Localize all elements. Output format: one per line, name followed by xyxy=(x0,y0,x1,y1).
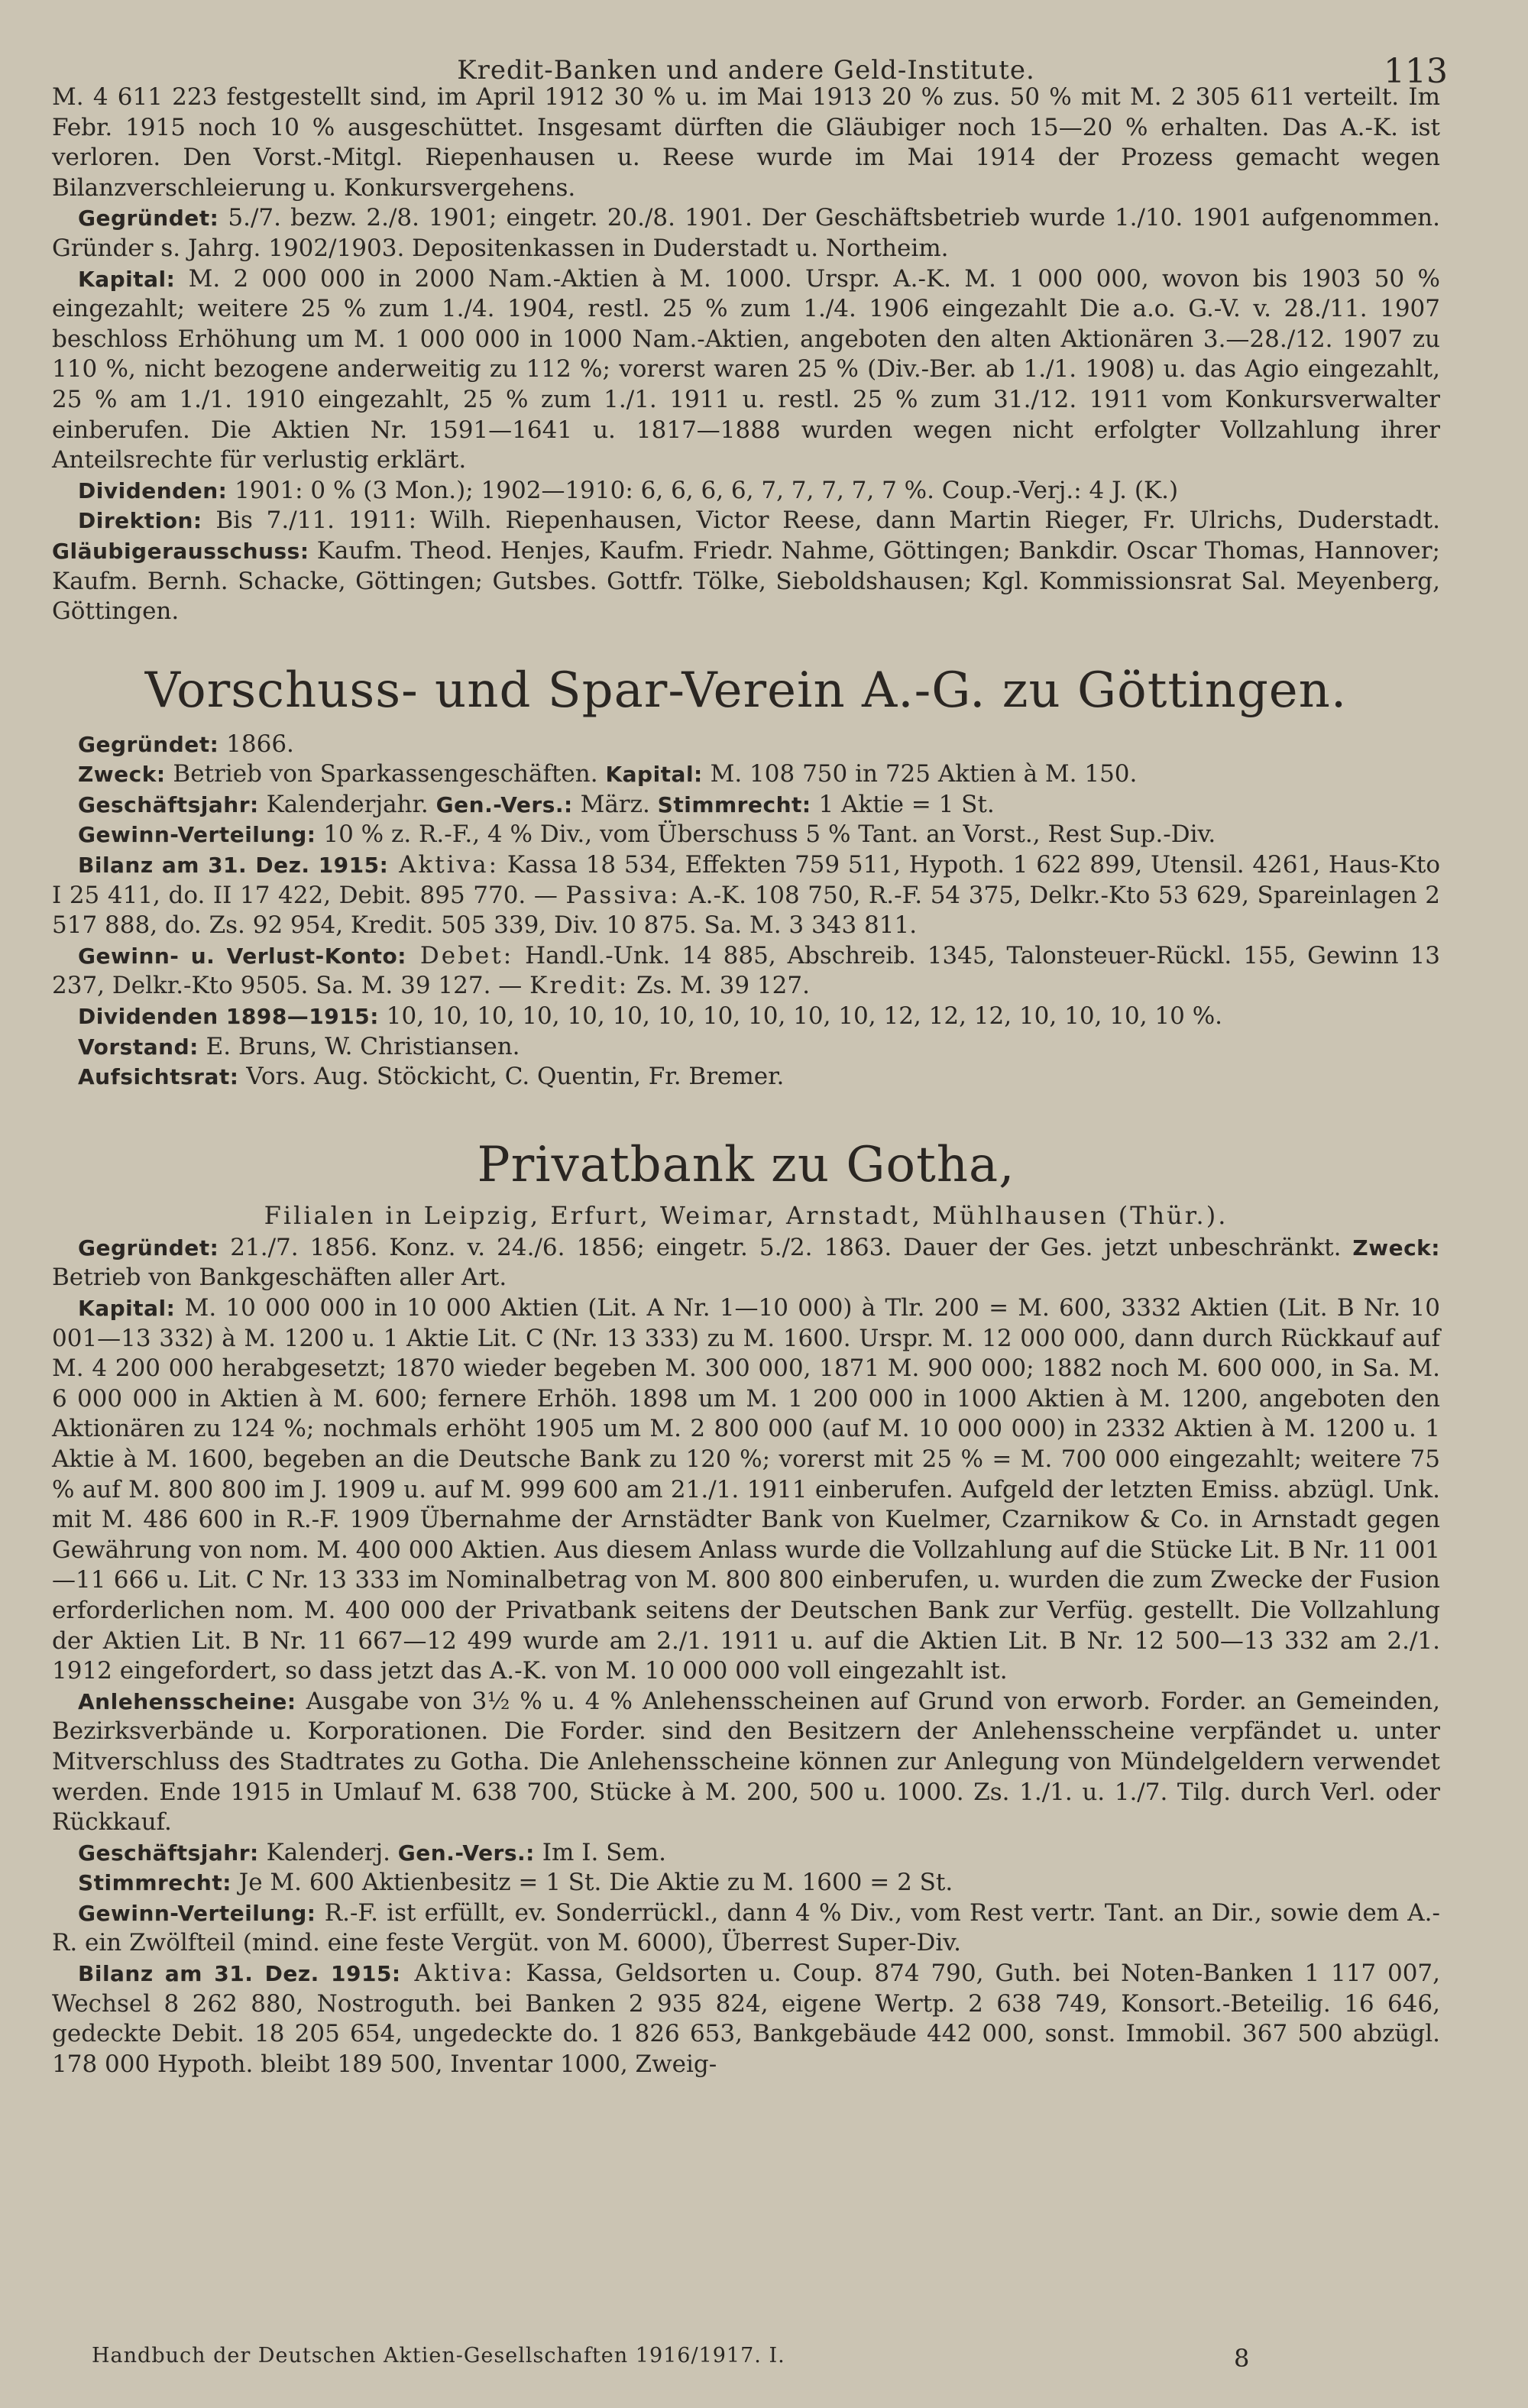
vorschuss-aufsicht-label: Aufsichtsrat: xyxy=(78,1064,239,1090)
gegruendet-paragraph xyxy=(52,203,1440,264)
vorschuss-zweck xyxy=(52,759,1440,790)
vorschuss-vorstand-label: Vorstand: xyxy=(78,1034,199,1060)
direktion-paragraph xyxy=(52,506,1440,626)
privatbank-stimm-text: Je M. 600 Aktienbesitz = 1 St. Die Aktie zu M. 1600 = 2 St. xyxy=(231,1869,953,1897)
privatbank-gv-text: Im I. Sem. xyxy=(534,1838,667,1866)
privatbank-gegruendet-text: 21./7. 1856. Konz. v. 24./6. 1856; eingetr. 5./2. 1863. Dauer der Ges. jetzt unbeschränkt. xyxy=(219,1233,1353,1261)
vorschuss-gv-label: Gen.-Vers.: xyxy=(435,791,573,817)
vorschuss-passiva-text: A.-K. 108 750, R.-F. 54 375, Delkr.-Kto 53 629, Spareinlagen 2 517 888, do. Zs. 92 954, Kredit. 505 339, Div. 10 875. Sa. M. 3 343 811. xyxy=(52,881,1440,940)
vorschuss-kredit-label: Kredit: xyxy=(529,972,630,1000)
vorschuss-gewinn-text: 10 % z. R.-F., 4 % Div., vom Überschuss 5 % Tant. an Vorst., Rest Sup.-Div. xyxy=(316,820,1216,849)
kapital-label: Kapital: xyxy=(78,266,176,292)
privatbank-subtitle: Filialen in Leipzig, Erfurt, Weimar, Arnstadt, Mühlhausen (Thür.). xyxy=(264,1200,1229,1230)
vorschuss-aufsichtsrat xyxy=(52,1062,1440,1092)
vorschuss-dividenden xyxy=(52,1002,1440,1032)
privatbank-kapital-label: Kapital: xyxy=(78,1296,176,1321)
vorschuss-zweck-text: Betrieb von Sparkassengeschäften. xyxy=(165,760,606,788)
vorschuss-gv-text: März. xyxy=(572,790,658,818)
direktion-text: Bis 7./11. 1911: Wilh. Riepenhausen, Victor Reese, dann Martin Rieger, Fr. Ulrichs, Duderstadt. xyxy=(202,507,1440,535)
vorschuss-gegruendet-text: 1866. xyxy=(219,730,294,758)
vorschuss-bilanz xyxy=(52,850,1440,941)
privatbank-aktiva-label: Aktiva: xyxy=(400,1960,515,1988)
privatbank-anlehensscheine xyxy=(52,1687,1440,1838)
privatbank-gv-label: Gen.-Vers.: xyxy=(397,1840,535,1866)
vorschuss-debet-text: Handl.-Unk. 14 885, Abschreib. 1345, Talonsteuer-Rückl. 155, Gewinn 13 237, Delkr.-Kto 9505. Sa. M. 39 127. — xyxy=(52,941,1440,1000)
vorschuss-div-label: Dividenden 1898—1915: xyxy=(78,1004,379,1030)
privatbank-zweck-label: Zweck: xyxy=(1352,1235,1440,1261)
vorschuss-aktiva-text: Kassa 18 534, Effekten 759 511, Hypoth. 1 622 899, Utensil. 4261, Haus-Kto I 25 411, do. II 17 422, Debit. 895 770. — xyxy=(52,851,1440,909)
gegruendet-label: Gegründet: xyxy=(78,206,219,231)
privatbank-gegruendet-label: Gegründet: xyxy=(78,1235,219,1261)
vorschuss-stimm-label: Stimmrecht: xyxy=(657,791,811,817)
vorschuss-entry xyxy=(52,730,1440,1092)
vorschuss-guv xyxy=(52,941,1440,1002)
vorschuss-aufsicht-text: Vors. Aug. Stöckicht, C. Quentin, Fr. Bremer. xyxy=(238,1063,785,1091)
privatbank-anleihe-text: Ausgabe von 3½ % u. 4 % Anlehensscheinen auf Grund von erworb. Forder. an Gemeinden, Bezirksverbände u. Korporationen. Die Forder. sind den Besitzern der Anlehensscheine verpfändet u. unter Mitverschluss des Stadtrates zu Gotha. Die Anlehensscheine können zur Anlegung von Mündelgeldern verwendet werden. Ende 1915 in Umlauf M. 638 700, Stücke à M. 200, 500 u. 1000. Zs. 1./1. u. 1./7. Tilg. durch Verl. oder Rückkauf. xyxy=(52,1687,1440,1837)
privatbank-entry xyxy=(52,1233,1440,2080)
kapital-text: M. 2 000 000 in 2000 Nam.-Aktien à M. 1000. Urspr. A.-K. M. 1 000 000, wovon bis 1903 50 % eingezahlt; weitere 25 % zum 1./4. 1904, restl. 25 % zum 1./4. 1906 eingezahlt Die a.o. G.-V. v. 28./11. 1907 beschloss Erhöhung um M. 1 000 000 in 1000 Nam.-Aktien, angeboten den alten Aktionären 3.—28./12. 1907 zu 110 %, nicht bezogene anderweitig zu 112 %; vorerst waren 25 % (Div.-Ber. ab 1./1. 1908) u. das Agio eingezahlt, 25 % am 1./1. 1910 eingezahlt, 25 % zum 1./1. 1911 u. restl. 25 % zum 31./12. 1911 vom Konkursverwalter einberufen. Die Aktien Nr. 1591—1641 u. 1817—1888 wurden wegen nicht erfolgter Vollzahlung ihrer Anteilsrechte für verlustig erklärt. xyxy=(52,264,1440,474)
privatbank-gewinn-text: R.-F. ist erfüllt, ev. Sonderrückl., dann 4 % Div., vom Rest vertr. Tant. an Dir., sowie dem A.-R. ein Zwölfteil (mind. eine feste Vergüt. von M. 6000), Überrest Super-Div. xyxy=(52,1898,1440,1957)
privatbank-title: Privatbank zu Gotha, xyxy=(477,1136,1015,1193)
vorschuss-passiva-label: Passiva: xyxy=(565,881,681,909)
direktion-label: Direktion: xyxy=(78,508,202,534)
glaeubiger-label: Gläubigerausschuss: xyxy=(52,538,309,564)
vorschuss-guv-label: Gewinn- u. Verlust-Konto: xyxy=(78,943,406,969)
vorschuss-debet-label: Debet: xyxy=(406,941,514,969)
continued-entry xyxy=(52,83,1440,627)
privatbank-bilanz-text: Kassa, Geldsorten u. Coup. 874 790, Guth. bei Noten-Banken 1 117 007, Wechsel 8 262 880, Nostroguth. bei Banken 2 935 824, eigene Wertp. 2 638 749, Konsort.-Beteilig. 16 646, gedeckte Debit. 18 205 654, ungedeckte do. 1 826 653, Bankgebäude 442 000, sonst. Immobil. 367 500 abzügl. 178 000 Hypoth. bleibt 189 500, Inventar 1000, Zweig- xyxy=(52,1960,1440,2078)
signature-mark: 8 xyxy=(1234,2344,1250,2373)
privatbank-kapital xyxy=(52,1293,1440,1687)
kapital-paragraph xyxy=(52,264,1440,476)
privatbank-geschaeftsjahr xyxy=(52,1838,1440,1869)
vorschuss-gj-label: Geschäftsjahr: xyxy=(78,791,259,817)
gegruendet-text: 5./7. bezw. 2./8. 1901; eingetr. 20./8. 1901. Der Geschäftsbetrieb wurde 1./10. 1901 aufgenommen. Gründer s. Jahrg. 1902/1903. Depositenkassen in Duderstadt u. Northeim. xyxy=(52,204,1440,262)
vorschuss-geschaeftsjahr xyxy=(52,790,1440,820)
vorschuss-gewinn-label: Gewinn-Verteilung: xyxy=(78,822,316,848)
vorschuss-kapital-label: Kapital: xyxy=(605,762,703,788)
privatbank-anleihe-label: Anlehensscheine: xyxy=(78,1688,296,1714)
privatbank-gj-text: Kalenderj. xyxy=(258,1838,398,1866)
privatbank-bilanz xyxy=(52,1959,1440,2079)
vorschuss-vorstand-text: E. Bruns, W. Christiansen. xyxy=(198,1032,520,1060)
vorschuss-gewinnverteilung xyxy=(52,820,1440,850)
vorschuss-gj-text: Kalenderjahr. xyxy=(258,790,436,818)
privatbank-gewinnverteilung xyxy=(52,1898,1440,1959)
privatbank-gegruendet xyxy=(52,1233,1440,1293)
page-header xyxy=(52,37,1448,91)
vorschuss-stimm-text: 1 Aktie = 1 St. xyxy=(811,790,995,818)
glaeubiger-text: Kaufm. Theod. Henjes, Kaufm. Friedr. Nahme, Göttingen; Bankdir. Oscar Thomas, Hannover; Kaufm. Bernh. Schacke, Göttingen; Gutsbes. Gottfr. Tölke, Sieboldshausen; Kgl. Kommissionsrat Sal. Meyenberg, Göttingen. xyxy=(52,536,1440,626)
privatbank-bilanz-label: Bilanz am 31. Dez. 1915: xyxy=(78,1961,401,1987)
privatbank-stimmrecht xyxy=(52,1868,1440,1898)
vorschuss-gegruendet-label: Gegründet: xyxy=(78,731,219,757)
vorschuss-div-text: 10, 10, 10, 10, 10, 10, 10, 10, 10, 10, 10, 12, 12, 12, 10, 10, 10, 10 %. xyxy=(378,1002,1223,1031)
page-number: 113 xyxy=(1384,52,1448,91)
privatbank-zweck-text: Betrieb von Bankgeschäften aller Art. xyxy=(52,1264,507,1292)
continuation-paragraph: M. 4 611 223 festgestellt sind, im April 1912 30 % u. im Mai 1913 20 % zus. 50 % mit M. 2 305 611 verteilt. Im Febr. 1915 noch 10 % ausgeschüttet. Insgesamt dürften die Gläubiger noch 15—20 % erhalten. Das A.-K. ist verloren. Den Vorst.-Mitgl. Riepenhausen u. Reese wurde im Mai 1914 der Prozess gemacht wegen Bilanzverschleierung u. Konkursvergehens. xyxy=(52,83,1440,202)
dividenden-paragraph xyxy=(52,476,1440,507)
privatbank-kapital-text: M. 10 000 000 in 10 000 Aktien (Lit. A Nr. 1—10 000) à Tlr. 200 = M. 600, 3332 Aktien (Lit. B Nr. 10 001—13 332) à M. 1200 u. 1 Aktie Lit. C (Nr. 13 333) zu M. 1600. Urspr. M. 12 000 000, dann durch Rückkauf auf M. 4 200 000 herabgesetzt; 1870 wieder begeben M. 300 000, 1871 M. 900 000; 1882 noch M. 600 000, in Sa. M. 6 000 000 in Aktien à M. 600; fernere Erhöh. 1898 um M. 1 200 000 in 1000 Aktien à M. 1200, angeboten den Aktionären zu 124 %; nochmals erhöht 1905 um M. 2 800 000 (auf M. 10 000 000) in 2332 Aktien à M. 1200 u. 1 Aktie à M. 1600, begeben an die Deutsche Bank zu 120 %; vorerst mit 25 % = M. 700 000 eingezahlt; weitere 75 % auf M. 800 800 im J. 1909 u. auf M. 999 600 am 21./1. 1911 einberufen. Aufgeld der letzten Emiss. abzügl. Unk. mit M. 486 600 in R.-F. 1909 Übernahme der Arnstädter Bank von Kuelmer, Czarnikow & Co. in Arnstadt gegen Gewährung von nom. M. 400 000 Aktien. Aus diesem Anlass wurde die Vollzahlung auf die Stücke Lit. B Nr. 11 001—11 666 u. Lit. C Nr. 13 333 im Nominalbetrag von M. 800 800 einberufen, u. wurden die zum Zwecke der Fusion erforderlichen nom. M. 400 000 der Privatbank seitens der Deutschen Bank zur Verfüg. gestellt. Die Vollzahlung der Aktien Lit. B Nr. 11 667—12 499 wurde am 2./1. 1911 u. auf die Aktien Lit. B Nr. 12 500—13 332 am 2./1. 1912 eingefordert, so dass jetzt das A.-K. von M. 10 000 000 voll eingezahlt ist. xyxy=(52,1294,1440,1685)
dividenden-text: 1901: 0 % (3 Mon.); 1902—1910: 6, 6, 6, 6, 7, 7, 7, 7, 7 %. Coup.-Verj.: 4 J. (K.) xyxy=(227,476,1179,504)
privatbank-stimm-label: Stimmrecht: xyxy=(78,1870,231,1896)
footer-text: Handbuch der Deutschen Aktien-Gesellschaften 1916/1917. I. xyxy=(92,2344,785,2368)
vorschuss-zweck-label: Zweck: xyxy=(78,762,166,788)
vorschuss-gegruendet xyxy=(52,730,1440,760)
dividenden-label: Dividenden: xyxy=(78,477,228,503)
vorschuss-kredit-text: Zs. M. 39 127. xyxy=(629,972,810,1000)
vorschuss-bilanz-label: Bilanz am 31. Dez. 1915: xyxy=(78,853,389,879)
running-title: Kredit-Banken und andere Geld-Institute. xyxy=(457,55,1035,86)
vorschuss-kapital-text: M. 108 750 in 725 Aktien à M. 150. xyxy=(702,760,1138,788)
vorschuss-vorstand xyxy=(52,1032,1440,1063)
privatbank-gewinn-label: Gewinn-Verteilung: xyxy=(78,1900,316,1926)
vorschuss-aktiva-label: Aktiva: xyxy=(388,851,500,879)
privatbank-gj-label: Geschäftsjahr: xyxy=(78,1840,259,1866)
vorschuss-title: Vorschuss- und Spar-Verein A.-G. zu Göttingen. xyxy=(144,662,1348,719)
page-footer xyxy=(92,2344,1440,2377)
